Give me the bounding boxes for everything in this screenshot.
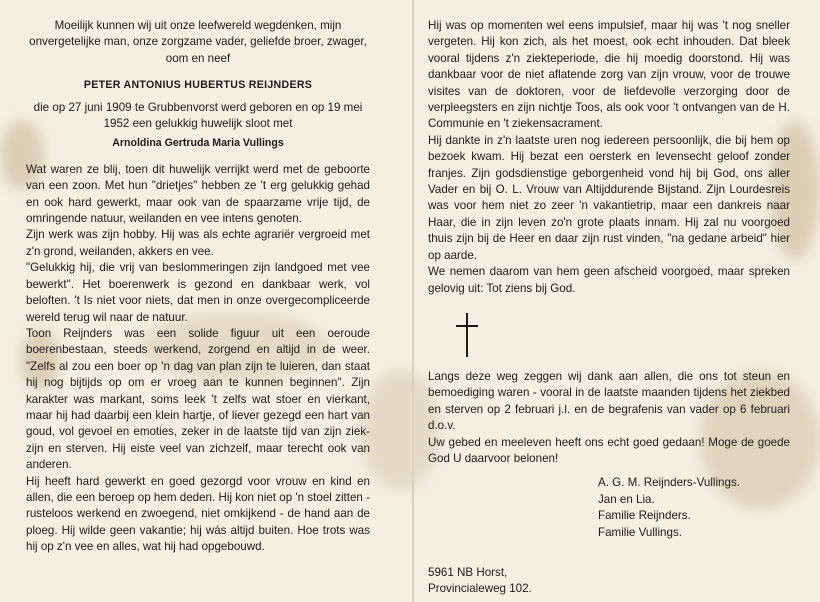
paragraph-8: We nemen daarom van hem geen afscheid voorgoed, maar spreken gelovig uit: Tot ziens bij God. xyxy=(428,265,790,295)
paragraph-4: Toon Reijnders was een solide figuur uit een oeroude boerenbestaan, steeds werkend, zorgend en altijd in de weer. "Zelfs al zou een boer op 'n dag van plan zijn te luieren, dan staat hij nog bijtijds op om er vroeg aan te kunnen beginnen". Zijn karakter was markant, soms leek 't zelfs wat stoer en vierkant, maar hij had daarbij een klein hartje, of liever gezegd een hart van goud, vol gevoel en emoties, zeker in de laatste tijd van zijn ziek-zijn en sterven. Hij eiste veel van zichzelf, maar terecht ook van anderen. xyxy=(26,326,370,472)
deceased-name: PETER ANTONIUS HUBERTUS REIJNDERS xyxy=(83,79,313,92)
intro-text: Moeilijk kunnen wij uit onze leefwereld wegdenken, mijn onvergetelijke man, onze zorgzame vader, geliefde broer, zwager, oom en neef xyxy=(29,19,367,65)
paragraph-5: Hij heeft hard gewerkt en goed gezorgd voor vrouw en kind en allen, die een beroep op hem deden. Hij kon niet op 'n stoel zitten - rusteloos werkend en zwoegend, niet omkijkend - de hand aan de ploeg. Hij wilde geen vakantie; hij wás altijd buiten. Hoe trots was hij op z'n vee en alles, wat hij had opgebouwd. xyxy=(26,474,370,554)
card-fold xyxy=(412,0,414,602)
thanks-text-2: Uw gebed en meeleven heeft ons echt goed gedaan! Moge de goede God U daarvoor belonen! xyxy=(428,435,790,465)
right-page xyxy=(428,18,790,598)
paragraph-6: Hij was op momenten wel eens impulsief, maar hij was 't nog sneller vergeten. Hij kon zich, als het moest, ook echt inhouden. Dat bleek vooral tijdens z'n ziekteperiode, die hij moedig doorstond. Hij was dankbaar voor de niet aflatende zorg van zijn vrouw, voor de trouwe visites van de doktoren, voor de liefdevolle verzorging door de verpleegsters en zijn nichtje Toos, als ook voor 't ontvangen van de H. Communie en 't ziekensacrament. xyxy=(428,19,790,131)
spouse-name: Arnoldina Gertruda Maria Vullings xyxy=(112,137,284,150)
signatory: A. G. M. Reijnders-Vullings. xyxy=(598,476,740,490)
signatory: Familie Vullings. xyxy=(598,525,682,539)
paragraph-2: Zijn werk was zijn hobby. Hij was als echte agrariër vergroeid met z'n grond, weilanden, akkers en vee. xyxy=(26,228,370,258)
birth-marriage-text: die op 27 juni 1909 te Grubbenvorst werd geboren en op 19 mei 1952 een gelukkig huwelijk sloot met xyxy=(33,100,363,131)
address-line-1: 5961 NB Horst, xyxy=(428,565,508,579)
paragraph-1: Wat waren ze blij, toen dit huwelijk verrijkt werd met de geboorte van een zoon. Met hun "drietjes" hebben ze 't erg gelukkig gehad en ook hard gewerkt, maar ook van de spaarzame vrije tijd, de omringende natuur, weilanden en vee intens genoten. xyxy=(26,162,370,226)
signatory: Familie Reijnders. xyxy=(598,509,691,523)
paragraph-3: "Gelukkig hij, die vrij van beslommeringen zijn landgoed met vee bewerkt". Het boerenwerk is gezond en dankbaar werk, vol beloften. 't Is niet voor niets, dat men in onze overgecompliceerde wereld terug wil naar de natuur. xyxy=(26,261,370,324)
address xyxy=(428,565,790,598)
thanks-text: Langs deze weg zeggen wij dank aan allen, die ons tot steun en bemoediging waren - vooral in de laatste maanden tijdens het ziekbed en sterven op 2 februari j.l. en de begrafenis van vader op 6 februari d.o.v. xyxy=(428,369,790,433)
signatories xyxy=(598,475,790,541)
left-page xyxy=(26,18,370,556)
address-line-2: Provincialeweg 102. xyxy=(428,582,532,596)
signatory: Jan en Lia. xyxy=(598,492,655,506)
cross-icon xyxy=(456,313,478,357)
paragraph-7: Hij dankte in z'n laatste uren nog iedereen persoonlijk, die bij hem op bezoek kwam. Hij bezat een oersterk en levensecht geloof zonder franjes. Zijn godsdienstige geborgenheid vond hij bij God, ons aller Vader en bij O. L. Vrouw van Altijddurende Bijstand. Zijn Lourdesreis was voor hem niet zo zeer 'n vakantietrip, maar een dankreis naar Haar, die in zijn leven zo'n grote plaats innam. Hij zal nu voorgoed thuis zijn bij de Heer en daar zijn rust vinden, "na gedane arbeid" hier op aarde. xyxy=(428,133,790,262)
